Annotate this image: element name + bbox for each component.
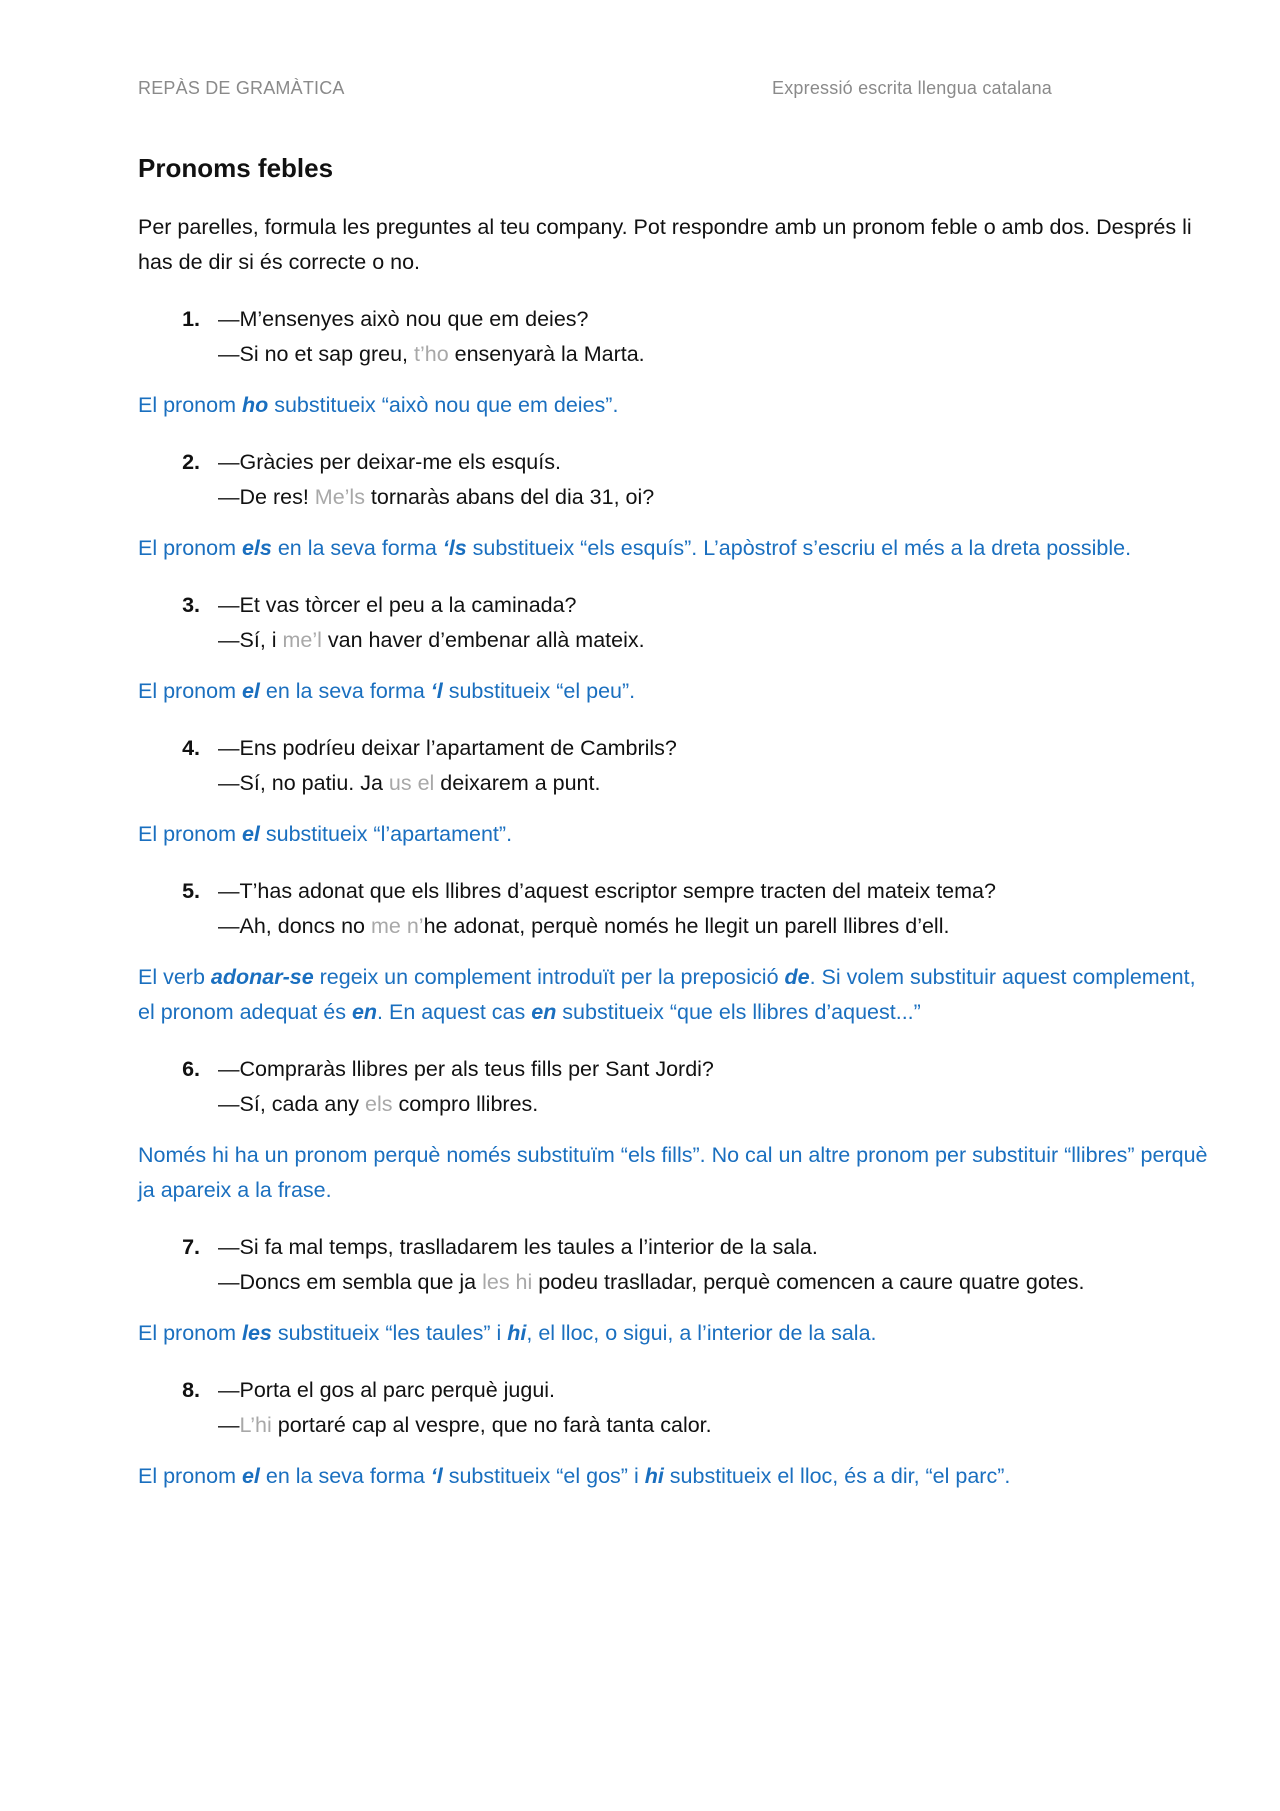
answer-pronoun: me’l — [282, 628, 322, 652]
page-header — [138, 78, 1052, 99]
exercise-item — [138, 1230, 1218, 1300]
explanation-keyword: ‘ls — [442, 536, 467, 560]
answer-pronoun: els — [365, 1092, 393, 1116]
answer-pronoun: t’ho — [414, 342, 449, 366]
dialogue — [218, 445, 654, 515]
question-line: —Et vas tòrcer el peu a la caminada? — [218, 593, 577, 617]
exercise-item — [138, 731, 1218, 801]
explanation-text: substitueix “el peu”. — [442, 679, 636, 703]
explanation — [138, 1138, 1218, 1208]
answer-text-after: he adonat, perquè només he llegit un parell llibres d’ell. — [423, 914, 950, 938]
dialogue — [218, 731, 677, 801]
exercise-number: 3. — [182, 593, 200, 617]
answer-text-after: deixarem a punt. — [434, 771, 601, 795]
header-left: REPÀS DE GRAMÀTICA — [138, 78, 345, 98]
answer-text-before: —Doncs em sembla que ja — [218, 1270, 483, 1294]
exercise-number: 6. — [182, 1057, 200, 1081]
answer-text-before: —Si no et sap greu, — [218, 342, 414, 366]
explanation-text: El pronom — [138, 536, 242, 560]
exercise-item — [138, 1052, 1218, 1122]
answer-text-before: — — [218, 1413, 240, 1437]
answer-line — [218, 909, 996, 944]
exercise-list — [138, 302, 1218, 1494]
question-line: —Porta el gos al parc perquè jugui. — [218, 1378, 556, 1402]
dialogue — [218, 588, 645, 658]
explanation-text: en la seva forma — [271, 536, 443, 560]
dialogue — [218, 1230, 1085, 1300]
explanation — [138, 1316, 1218, 1351]
answer-text-after: ensenyarà la Marta. — [448, 342, 645, 366]
explanation-text: substitueix “el gos” i — [442, 1464, 645, 1488]
explanation-keyword: ho — [241, 393, 269, 417]
explanation-text: El pronom — [138, 822, 242, 846]
question-line: —Ens podríeu deixar l’apartament de Cambrils? — [218, 736, 677, 760]
explanation-keyword: ‘l — [430, 1464, 443, 1488]
question-line: —M’ensenyes això nou que em deies? — [218, 307, 589, 331]
explanation — [138, 388, 1218, 423]
explanation-text: El pronom — [138, 393, 242, 417]
explanation-text: Només hi ha un pronom perquè només substituïm “els fills”. No cal un altre pronom per substituir “llibres” perquè ja apareix a la frase. — [138, 1143, 1208, 1202]
explanation-keyword: els — [241, 536, 272, 560]
answer-text-before: —Sí, cada any — [218, 1092, 365, 1116]
answer-line — [218, 1087, 714, 1122]
answer-text-before: —Ah, doncs no — [218, 914, 371, 938]
explanation-text: El pronom — [138, 679, 242, 703]
answer-pronoun: me n’ — [370, 914, 424, 938]
explanation — [138, 960, 1218, 1030]
answer-text-after: tornaràs abans del dia 31, oi? — [364, 485, 655, 509]
explanation-text: , el lloc, o sigui, a l’interior de la sala. — [526, 1321, 877, 1345]
dialogue — [218, 302, 645, 372]
explanation-text: . En aquest cas — [377, 1000, 532, 1024]
exercise-item — [138, 588, 1218, 658]
explanation-keyword: en — [531, 1000, 557, 1024]
explanation-text: en la seva forma — [259, 1464, 431, 1488]
explanation-text: substitueix el lloc, és a dir, “el parc”. — [663, 1464, 1011, 1488]
exercise-item — [138, 1373, 1218, 1443]
explanation — [138, 817, 1218, 852]
explanation-text: en la seva forma — [259, 679, 431, 703]
exercise-item — [138, 874, 1218, 944]
exercise-number: 8. — [182, 1378, 200, 1402]
explanation-keyword: el — [241, 1464, 260, 1488]
exercise-item — [138, 445, 1218, 515]
intro-paragraph: Per parelles, formula les preguntes al teu company. Pot respondre amb un pronom feble o amb dos. Després li has de dir si és correcte o no. — [138, 215, 1192, 274]
exercise-number: 5. — [182, 879, 200, 903]
explanation-keyword: el — [241, 822, 260, 846]
explanation-text: El pronom — [138, 1464, 242, 1488]
question-line: —T’has adonat que els llibres d’aquest escriptor sempre tracten del mateix tema? — [218, 879, 996, 903]
page-title: Pronoms febles — [138, 153, 334, 183]
answer-text-after: podeu traslladar, perquè comencen a caure quatre gotes. — [532, 1270, 1085, 1294]
answer-text-after: compro llibres. — [392, 1092, 539, 1116]
exercise-number: 4. — [182, 736, 200, 760]
exercise-number: 1. — [182, 307, 200, 331]
explanation-keyword: les — [241, 1321, 272, 1345]
dialogue — [218, 1052, 714, 1122]
explanation-text: substitueix “això nou que em deies”. — [268, 393, 619, 417]
answer-pronoun: L’hi — [239, 1413, 272, 1437]
answer-line — [218, 337, 645, 372]
question-line: —Si fa mal temps, traslladarem les taules a l’interior de la sala. — [218, 1235, 818, 1259]
explanation-keyword: hi — [644, 1464, 664, 1488]
answer-line — [218, 1408, 712, 1443]
explanation-keyword: de — [784, 965, 810, 989]
answer-pronoun: les hi — [482, 1270, 533, 1294]
page-content — [138, 153, 1218, 1516]
exercise-number: 2. — [182, 450, 200, 474]
answer-text-before: —Sí, i — [218, 628, 283, 652]
question-line: —Gràcies per deixar-me els esquís. — [218, 450, 561, 474]
explanation — [138, 1459, 1218, 1494]
explanation-text: substitueix “les taules” i — [271, 1321, 508, 1345]
explanation-keyword: adonar-se — [210, 965, 314, 989]
answer-text-before: —Sí, no patiu. Ja — [218, 771, 389, 795]
question-line: —Compraràs llibres per als teus fills per Sant Jordi? — [218, 1057, 714, 1081]
header-right: Expressió escrita llengua catalana — [772, 78, 1052, 98]
explanation-text: substitueix “que els llibres d’aquest...” — [556, 1000, 921, 1024]
answer-text-after: van haver d’embenar allà mateix. — [321, 628, 645, 652]
dialogue — [218, 874, 996, 944]
answer-pronoun: Me’ls — [314, 485, 365, 509]
answer-text-after: portaré cap al vespre, que no farà tanta calor. — [271, 1413, 712, 1437]
explanation-keyword: en — [351, 1000, 378, 1024]
explanation — [138, 674, 1218, 709]
answer-text-before: —De res! — [218, 485, 315, 509]
answer-line — [218, 1265, 1085, 1300]
explanation-keyword: ‘l — [430, 679, 443, 703]
explanation-keyword: hi — [507, 1321, 527, 1345]
explanation-text: regeix un complement introduït per la preposició — [313, 965, 785, 989]
answer-line — [218, 766, 677, 801]
explanation-text: substitueix “els esquís”. L’apòstrof s’escriu el més a la dreta possible. — [466, 536, 1132, 560]
explanation-text: El verb — [138, 965, 211, 989]
explanation-text: El pronom — [138, 1321, 242, 1345]
explanation-text: . Si volem substituir aquest complement, el pronom adequat és — [138, 965, 1196, 1024]
dialogue — [218, 1373, 712, 1443]
answer-pronoun: us el — [388, 771, 435, 795]
explanation — [138, 531, 1218, 566]
exercise-item — [138, 302, 1218, 372]
explanation-keyword: el — [241, 679, 260, 703]
explanation-text: substitueix “l’apartament”. — [259, 822, 513, 846]
answer-line — [218, 480, 654, 515]
exercise-number: 7. — [182, 1235, 200, 1259]
answer-line — [218, 623, 645, 658]
